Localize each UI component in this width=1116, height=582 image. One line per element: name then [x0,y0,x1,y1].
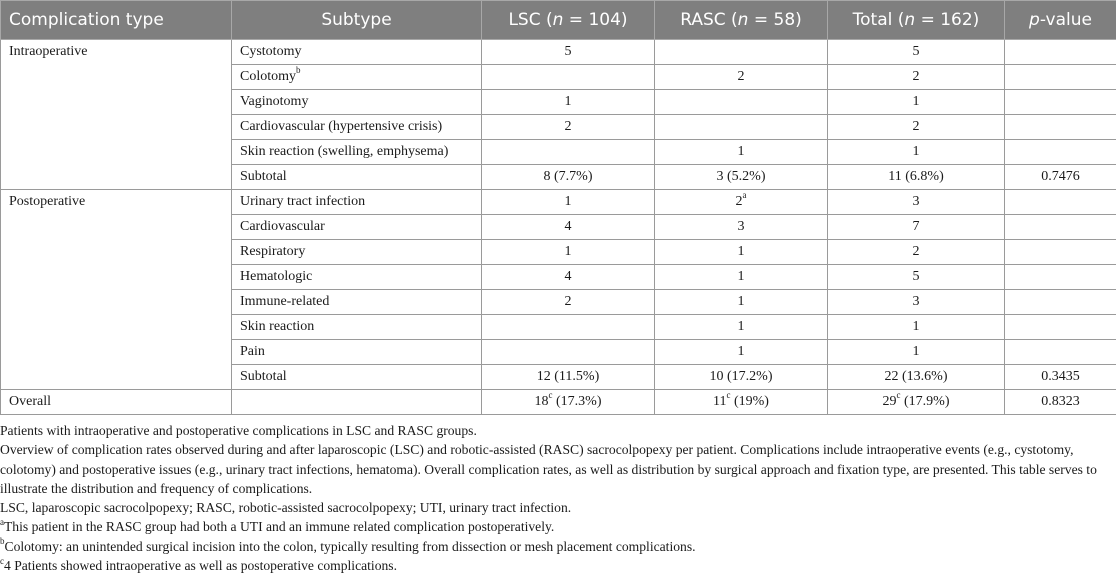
cell-p: 0.3435 [1005,365,1116,390]
cell-p [1005,265,1116,290]
cell-subtype: Subtotal [232,165,482,190]
cell-total: 2 [828,240,1005,265]
cell-rasc: 1 [655,140,828,165]
cell-rasc: 1 [655,315,828,340]
cell-total: 5 [828,40,1005,65]
cell-rasc: 3 (5.2%) [655,165,828,190]
overall-row [1,390,1116,415]
cell-total: 3 [828,290,1005,315]
cell-subtype: Immune-related [232,290,482,315]
cell-total: 11 (6.8%) [828,165,1005,190]
cell-lsc [482,140,655,165]
cell-lsc: 4 [482,265,655,290]
cell-subtype [232,390,482,415]
footnote-mark: c [896,390,901,401]
cell-subtype: Pain [232,340,482,365]
cell-subtype: Cardiovascular (hypertensive crisis) [232,115,482,140]
cell-p [1005,215,1116,240]
cell-lsc [482,65,655,90]
cell-subtype: Urinary tract infection [232,190,482,215]
table-row [1,190,1116,215]
group-label-overall: Overall [1,390,232,415]
cell-total: 1 [828,140,1005,165]
cell-subtype: Colotomy$^b$ [232,65,482,90]
cell-lsc: 1 [482,190,655,215]
table-overview: Overview of complication rates observed during and after laparoscopic (LSC) and robotic-assisted (RASC) sacrocolpopexy per patient. Complications include intraoperative events (e.g., cystotomy, colotomy) and postoperative issues (e.g., urinary tract infections, hematoma). Overall complication rates, as well as distribution by surgical approach and fixation type, are presented. This table serves to illustrate the distribution and frequency of complications. [0,442,1097,496]
cell-lsc: 2 [482,290,655,315]
cell-p [1005,340,1116,365]
table-row [1,40,1116,65]
cell-subtype: Cystotomy [232,40,482,65]
cell-rasc: 1 [655,265,828,290]
footnote-mark: b [296,65,301,76]
header-p-value: p-value [1005,1,1116,40]
cell-total: 3 [828,190,1005,215]
cell-lsc: 2 [482,115,655,140]
cell-total: 22 (13.6%) [828,365,1005,390]
cell-total: 29$^c$ (17.9%) [828,390,1005,415]
cell-p [1005,140,1116,165]
footnote-a: $^a$This patient in the RASC group had both a UTI and an immune related complication postoperatively. [0,516,555,535]
cell-rasc: 10 (17.2%) [655,365,828,390]
cell-lsc [482,315,655,340]
abbreviations: LSC, laparoscopic sacrocolpopexy; RASC, robotic-assisted sacrocolpopexy; UTI, urinary tract infection. [0,500,572,516]
cell-rasc: 3 [655,215,828,240]
cell-total: 1 [828,315,1005,340]
cell-p [1005,65,1116,90]
cell-subtype: Hematologic [232,265,482,290]
cell-rasc: 11$^c$ (19%) [655,390,828,415]
header-lsc: LSC (n = 104) [482,1,655,40]
cell-rasc: 2$^a$ [655,190,828,215]
cell-lsc: 1 [482,90,655,115]
footnote-b: $^b$Colotomy: an unintended surgical incision into the colon, typically resulting from dissection or mesh placement complications. [0,536,696,554]
cell-lsc: 8 (7.7%) [482,165,655,190]
header-subtype: Subtype [232,1,482,40]
cell-rasc: 1 [655,290,828,315]
cell-subtype: Vaginotomy [232,90,482,115]
cell-subtype: Cardiovascular [232,215,482,240]
cell-p [1005,240,1116,265]
header-complication-type: Complication type [1,1,232,40]
cell-total: 2 [828,65,1005,90]
cell-p [1005,315,1116,340]
cell-subtype: Skin reaction (swelling, emphysema) [232,140,482,165]
header-row [1,1,1116,40]
cell-total: 1 [828,340,1005,365]
footnote-mark: a [742,190,747,201]
cell-rasc: 2 [655,65,828,90]
footnote-mark: c [726,390,731,401]
footnote-c: $^c$4 Patients showed intraoperative as well as postoperative complications. [0,555,397,574]
cell-subtype: Skin reaction [232,315,482,340]
cell-p: 0.7476 [1005,165,1116,190]
cell-rasc [655,115,828,140]
cell-p [1005,115,1116,140]
cell-subtype: Respiratory [232,240,482,265]
cell-rasc: 1 [655,340,828,365]
cell-lsc [482,340,655,365]
cell-p: 0.8323 [1005,390,1116,415]
cell-p [1005,40,1116,65]
group-label-intraoperative: Intraoperative [1,40,232,190]
cell-p [1005,190,1116,215]
cell-lsc: 12 (11.5%) [482,365,655,390]
cell-lsc: 1 [482,240,655,265]
cell-total: 2 [828,115,1005,140]
table-caption: Patients with intraoperative and postoperative complications in LSC and RASC groups. [0,423,477,438]
cell-rasc [655,90,828,115]
cell-lsc: 18$^c$ (17.3%) [482,390,655,415]
cell-subtype: Subtotal [232,365,482,390]
header-rasc: RASC (n = 58) [655,1,828,40]
cell-p [1005,90,1116,115]
table-notes [0,421,1112,575]
cell-total: 5 [828,265,1005,290]
header-total: Total (n = 162) [828,1,1005,40]
cell-total: 1 [828,90,1005,115]
cell-p [1005,290,1116,315]
cell-rasc [655,40,828,65]
cell-rasc: 1 [655,240,828,265]
group-label-postoperative: Postoperative [1,190,232,390]
cell-total: 7 [828,215,1005,240]
cell-lsc: 5 [482,40,655,65]
footnote-mark: c [548,390,553,401]
cell-lsc: 4 [482,215,655,240]
